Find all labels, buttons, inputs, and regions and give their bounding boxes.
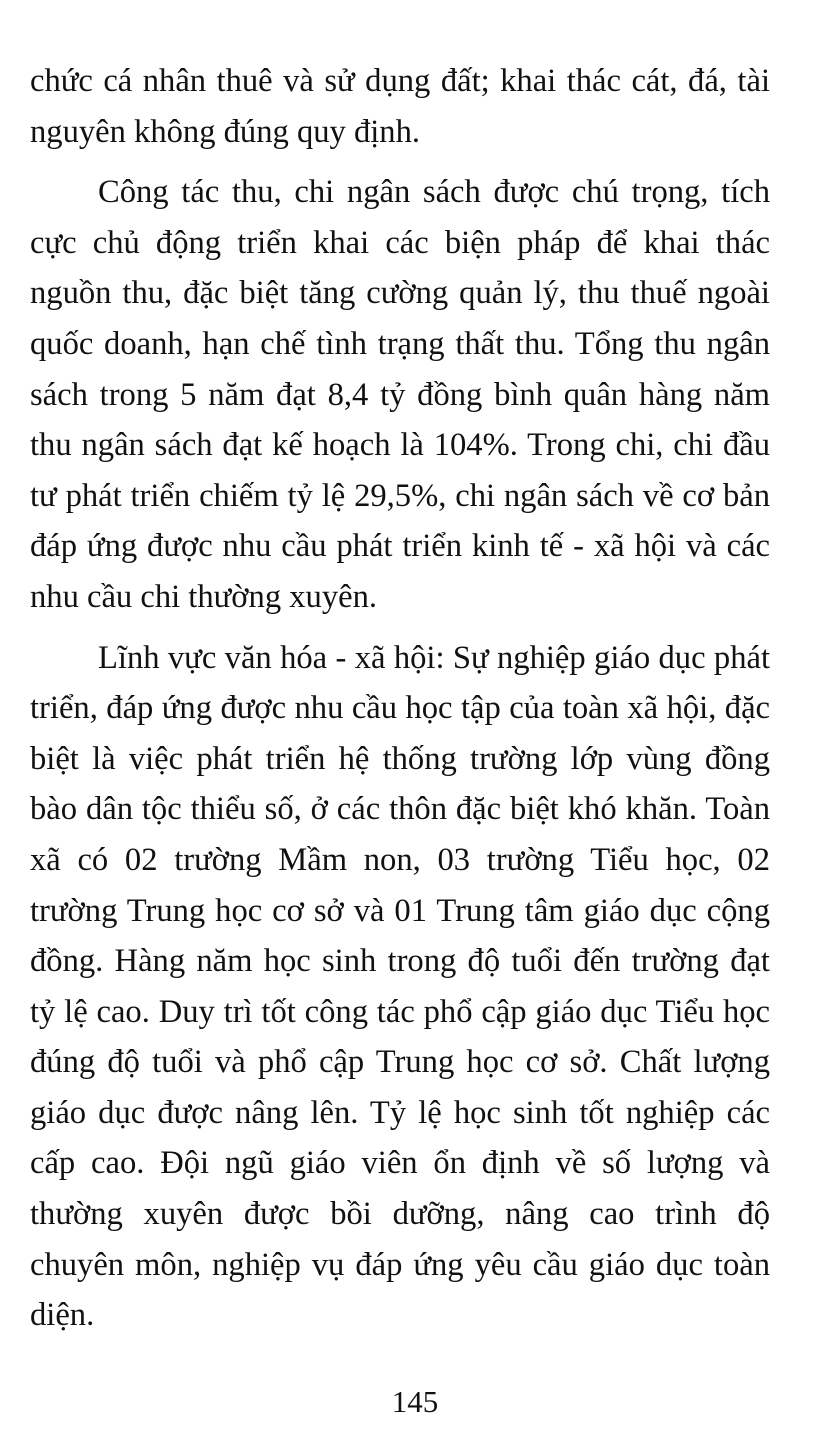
page-number: 145 — [391, 1384, 439, 1419]
paragraph-culture-education: Lĩnh vực văn hóa - xã hội: Sự nghiệp giáo dục phát triển, đáp ứng được nhu cầu học tập của toàn xã hội, đặc biệt là việc phát triển hệ thống trường lớp vùng đồng bào dân tộc thiểu số, ở các thôn đặc biệt khó khăn. Toàn xã có 02 trường Mầm non, 03 trường Tiểu học, 02 trường Trung học cơ sở và 01 Trung tâm giáo dục cộng đồng. Hàng năm học sinh trong độ tuổi đến trường đạt tỷ lệ cao. Duy trì tốt công tác phổ cập giáo dục Tiểu học đúng độ tuổi và phổ cập Trung học cơ sở. Chất lượng giáo dục được nâng lên. Tỷ lệ học sinh tốt nghiệp các cấp cao. Đội ngũ giáo viên ổn định về số lượng và thường xuyên được bồi dưỡng, nâng cao trình độ chuyên môn, nghiệp vụ đáp ứng yêu cầu giáo dục toàn diện. — [30, 639, 770, 1334]
paragraph-continuation: chức cá nhân thuê và sử dụng đất; khai thác cát, đá, tài nguyên không đúng quy định. — [30, 63, 770, 150]
paragraph-budget: Công tác thu, chi ngân sách được chú trọng, tích cực chủ động triển khai các biện pháp để khai thác nguồn thu, đặc biệt tăng cường quản lý, thu thuế ngoài quốc doanh, hạn chế tình trạng thất thu. Tổng thu ngân sách trong 5 năm đạt 8,4 tỷ đồng bình quân hàng năm thu ngân sách đạt kế hoạch là 104%. Trong chi, chi đầu tư phát triển chiếm tỷ lệ 29,5%, chi ngân sách về cơ bản đáp ứng được nhu cầu phát triển kinh tế - xã hội và các nhu cầu chi thường xuyên. — [30, 174, 770, 615]
page-body — [30, 56, 770, 1341]
